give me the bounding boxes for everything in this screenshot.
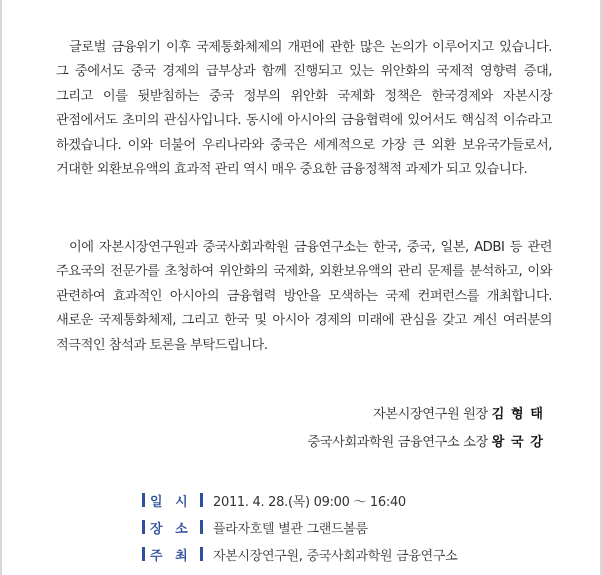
announcement-paragraph: 이에 자본시장연구원과 중국사회과학원 금융연구소는 한국, 중국, 일본, ADBI 등 관련 주요국의 전문가를 초청하여 위안화의 국제화, 외환보유액의 관리 문제를 분석하고, 이와 관련하여 효과적인 아시아의 금융협력 방안을 모색하는 국제 컨퍼런스를 개최합니다. 새로운 국제통화체제, 그리고 한국 및 아시아 경제의 미래에 관심을 갖고 계신 여러분의 적극적인 참석과 토론을 부탁드립니다.: [56, 240, 552, 353]
label-bar-icon: [142, 547, 145, 561]
event-host-value: 자본시장연구원, 중국사회과학원 금융연구소: [213, 548, 458, 564]
signature-cass: [307, 431, 544, 450]
event-date-value: 2011. 4. 28.(목) 09:00 ～ 16:40: [213, 494, 406, 510]
label-bar-icon: [200, 493, 203, 507]
label-bar-icon: [200, 547, 203, 561]
event-host-row: [142, 544, 457, 564]
event-date-row: [142, 490, 406, 510]
event-venue-label: 장 소: [150, 521, 192, 537]
event-date-label: 일 시: [150, 494, 192, 510]
event-host-label: 주 최: [150, 548, 192, 564]
event-venue-value: 플라자호텔 별관 그랜드볼룸: [213, 521, 368, 537]
intro-paragraph: 글로벌 금융위기 이후 국제통화체제의 개편에 관한 많은 논의가 이루어지고 있습니다. 그 중에서도 중국 경제의 급부상과 함께 진행되고 있는 위안화의 국제적 영향력 증대, 그리고 이를 뒷받침하는 중국 정부의 위안화 국제화 정책은 한국경제와 자본시장 관점에서도 초미의 관심사입니다. 동시에 아시아의 금융협력에 있어서도 핵심적 이슈라고 하겠습니다. 이와 더불어 우리나라와 중국은 세계적으로 가장 큰 외환 보유국가들로서, 거대한 외환보유액의 효과적 관리 역시 매우 중요한 금융정책적 과제가 되고 있습니다.: [56, 40, 552, 178]
signature-title: 중국사회과학원 금융연구소 소장: [307, 435, 488, 450]
label-bar-icon: [142, 493, 145, 507]
signature-kcmi: [373, 403, 544, 422]
signature-name: 왕 국 강: [491, 435, 544, 450]
label-bar-icon: [200, 520, 203, 534]
event-venue-row: [142, 517, 368, 537]
label-bar-icon: [142, 520, 145, 534]
signature-name: 김 형 태: [491, 407, 544, 422]
signature-title: 자본시장연구원 원장: [372, 407, 488, 422]
